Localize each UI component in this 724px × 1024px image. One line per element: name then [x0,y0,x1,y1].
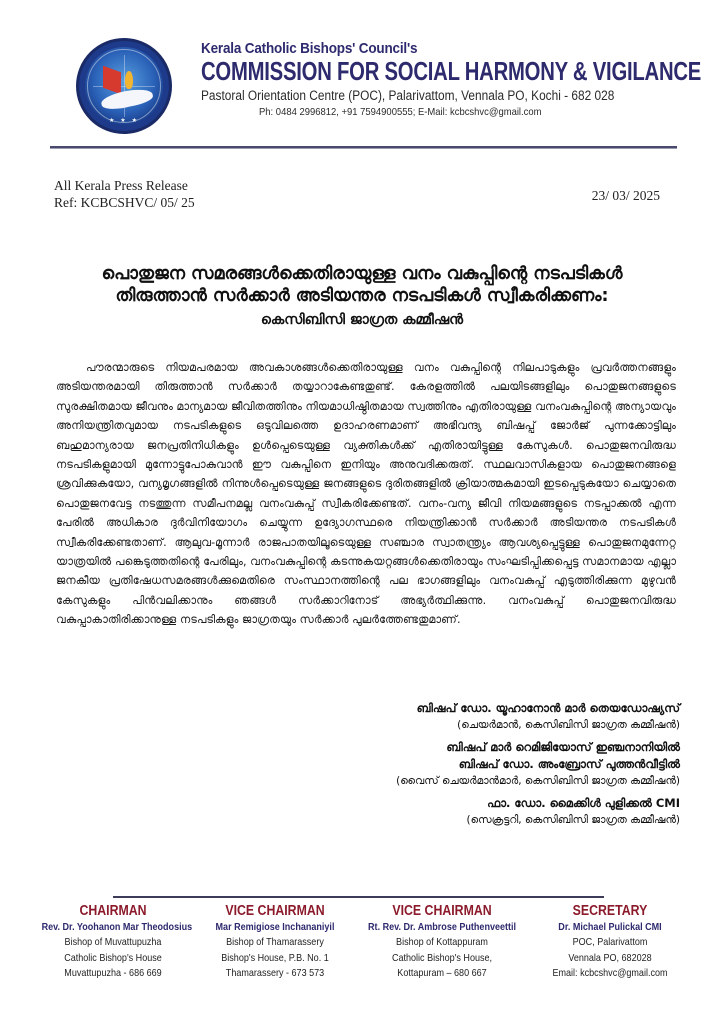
signature-secretary [396,795,680,828]
headline-line-2: തിരുത്താൻ സർക്കാർ അടിയന്തര നടപടികൾ സ്വീകരിക്കണം: [115,286,609,306]
signatory-name: ബിഷപ് ഡോ. അംബ്രോസ് പുത്തൻവീട്ടിൽ [458,757,680,771]
footer-name: Dr. Michael Pulickal CMI [558,921,662,933]
letterhead-divider [50,146,677,149]
footer-column-vice-chairman-1 [190,902,360,982]
footer-line: Catholic Bishop's House, [391,951,493,964]
headline [30,263,694,330]
signature-chairman [396,700,680,733]
org-contact: Ph: 0484 2996812, +91 7594900555; E-Mail: kcbcshvc@gmail.com [259,106,542,118]
footer-line: Vennala PO, 682028 [568,951,652,964]
release-type: All Kerala Press Release [54,178,188,193]
footer-column-vice-chairman-2 [356,902,528,982]
org-address: Pastoral Orientation Centre (POC), Palarivattom, Vennala PO, Kochi - 682 028 [201,88,615,103]
footer-line: Bishop of Thamarassery [226,936,324,948]
footer-title: CHAIRMAN [79,903,147,919]
signatory-role: (ചെയർമാൻ, കെസിബിസി ജാഗ്രത കമ്മീഷൻ) [457,719,680,731]
footer-name: Rt. Rev. Dr. Ambrose Puthenveettil [368,921,517,933]
commission-logo-icon [76,38,172,134]
footer-column-secretary [522,902,698,982]
footer-title: SECRETARY [572,903,648,919]
org-name: COMMISSION FOR SOCIAL HARMONY & VIGILANCE [201,56,702,86]
footer-name: Rev. Dr. Yoohanon Mar Theodosius [41,921,193,933]
signatory-name: ബിഷപ് ഡോ. യൂഹാനോൻ മാർ തെയഡോഷ്യസ് [416,701,680,715]
letterhead-text [201,40,702,118]
headline-line-1: പൊതുജന സമരങ്ങൾക്കെതിരായുള്ള വനം വകുപ്പിന്റെ നടപടികൾ [101,264,623,284]
footer-line: POC, Palarivattom [572,936,648,948]
footer-line: Thamarassery - 673 573 [225,967,325,979]
reference-number: Ref: KCBCSHVC/ 05/ 25 [54,195,195,210]
footer-title: VICE CHAIRMAN [392,903,492,919]
org-parent: Kerala Catholic Bishops' Council's [201,40,418,57]
footer [30,902,710,1002]
footer-line: Catholic Bishop's House [64,951,162,964]
signatory-name: ബിഷപ് മാർ റെമിജിയോസ് ഇഞ്ചനാനിയിൽ [446,740,680,754]
footer-line: Bishop of Muvattupuzha [64,936,162,948]
footer-name: Mar Remigiose Inchananiyil [215,921,335,933]
footer-line: Muvattupuzha - 686 669 [64,967,162,979]
body-paragraph: പൗരന്മാരുടെ നിയമപരമായ അവകാശങ്ങൾക്കെതിരായുള്ള വനം വകുപ്പിന്റെ നിലപാടുകളും പ്രവർത്തനങ്ങളും അടിയന്തരമായി തിരുത്താൻ സർക്കാർ തയ്യാറാകേണ്ടതുണ്ട്. കേരളത്തിൽ പലയിടങ്ങളിലും പൊതുജനങ്ങളുടെ സുരക്ഷിതമായ ജീവനും മാന്യമായ ജീവിതത്തിനും നിയമാധിഷ്ഠിതമായ സ്വത്തിനും എതിരായുള്ള വനംവകുപ്പിന്റെ അന്യായവും അനിയന്ത്രിതവുമായ നടപടികളുടെ ഒടുവിലത്തെ ഉദാഹരണമാണ് അഭിവന്ദ്യ ബിഷപ്പ് ജോർജ് പുന്നക്കോട്ടിലും ബഹുമാന്യരായ ജനപ്രതിനിധികളും ഉൾപ്പെടെയുള്ള വ്യക്തികൾക്ക് എതിരായിട്ടുള്ള കേസുകൾ. പൊതുജനവിരുദ്ധ നടപടികളുമായി മുന്നോട്ടുപോകുവാൻ ഈ വകുപ്പിനെ ഇനിയും അനുവദിക്കരുത്. സ്ഥലവാസികളായ പൊതുജനങ്ങളെ ശ്രവിക്കുകയോ, വന്യമൃഗങ്ങളിൽ നിന്നുൾപ്പെടെയുള്ള ജനങ്ങളുടെ ദുരിതങ്ങളിൽ ക്രിയാത്മകമായി ഇടപ്പെടുകയോ ചെയ്യാതെ പൊതുജനവേട്ട നടത്തുന്ന സമീപനമല്ല വനംവകുപ്പ് സ്വീകരിക്കേണ്ടത്. വനം-വന്യ ജീവി നിയമങ്ങളുടെ നടപ്പാക്കൽ എന്ന പേരിൽ അധികാര ദുർവിനിയോഗം ചെയ്യുന്ന ഉദ്യോഗസ്ഥരെ നിയന്ത്രിക്കാൻ സർക്കാർ അടിയന്തര നടപടികൾ സ്വീകരിക്കേണ്ടതാണ്. ആലുവ-മൂന്നാർ രാജപാതയിലൂടെയുള്ള സഞ്ചാര സ്വാതന്ത്ര്യം ആവശ്യപ്പെട്ടുള്ള പൊതുജനമുന്നേറ്റ യാത്രയിൽ പങ്കെടുത്തതിന്റെ പേരിലും, വനംവകുപ്പിന്റെ കടന്നുകയറ്റങ്ങൾക്കെതിരായും സംഘടിപ്പിക്കപ്പെട്ട സമാനമായ എല്ലാ ജനകീയ പ്രതിഷേധസമരങ്ങൾക്കുമെതിരെ സംസ്ഥാനത്തിന്റെ പല ഭാഗങ്ങളിലും വനംവകുപ്പ് എടുത്തിരിക്കുന്ന മുഴുവൻ കേസുകളും പിൻവലിക്കാനും ഞങ്ങൾ സർക്കാറിനോട് അഭ്യർത്ഥിക്കുന്നു. വനംവകുപ്പ് പൊതുജനവിരുദ്ധ വകുപ്പാകാതിരിക്കാനുള്ള നടപടികളും ജാഗ്രതയും സർക്കാർ പുലർത്തേണ്ടതുമാണ്. [56,361,676,627]
footer-line: Kottapuram – 680 667 [397,967,487,979]
headline-subtitle: കെസിബിസി ജാഗ്രത കമ്മീഷൻ [260,312,464,328]
footer-line: Bishop's House, P.B. No. 1 [221,951,329,964]
footer-column-chairman [30,902,196,982]
footer-divider [113,896,604,898]
logo-flame-icon [125,71,133,89]
logo-stars: ★ ★ ★ [109,117,139,124]
footer-email: Email: kcbcshvc@gmail.com [552,967,668,979]
signatory-role: (വൈസ് ചെയർമാൻമാർ, കെസിബിസി ജാഗ്രത കമ്മീഷൻ) [396,775,680,787]
signature-block [396,700,680,834]
letterhead [0,0,724,150]
signature-vice-chairmen [396,739,680,789]
release-meta [54,177,195,211]
signatory-name: ഫാ. ഡോ. മൈക്കിൾ പുളിക്കൽ CMI [487,796,680,810]
release-date: 23/ 03/ 2025 [591,188,660,203]
footer-line: Bishop of Kottappuram [396,936,488,948]
footer-title: VICE CHAIRMAN [225,903,325,919]
signatory-role: (സെക്രട്ടറി, കെസിബിസി ജാഗ്രത കമ്മീഷൻ) [466,814,680,826]
